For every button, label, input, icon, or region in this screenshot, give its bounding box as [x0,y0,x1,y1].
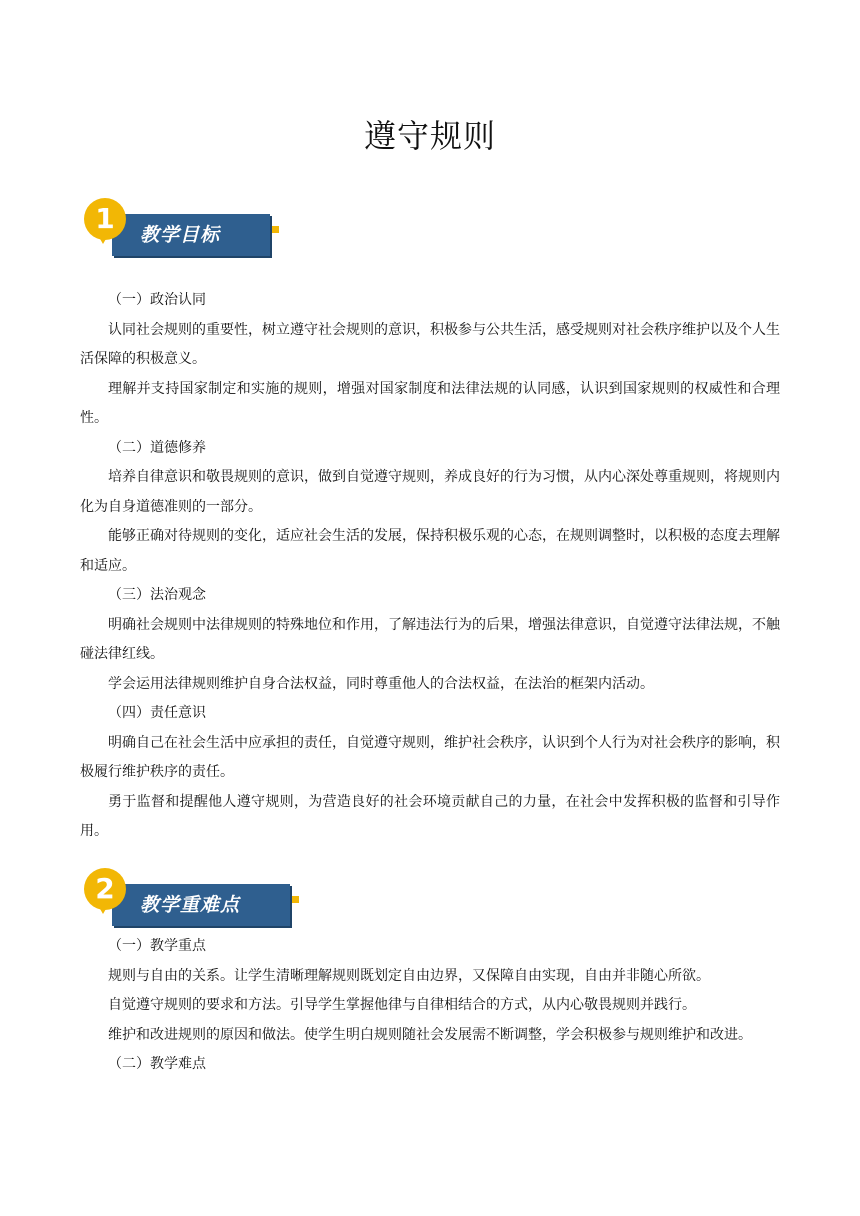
subheading-responsibility: （四）责任意识 [108,705,206,721]
paragraph: 认同社会规则的重要性，树立遵守社会规则的意识，积极参与公共生活，感受规则对社会秩序维护以及个人生活保障的积极意义。 [80,321,780,367]
page-title: 遵守规则 [363,117,496,155]
section-badge-teaching-goals [84,198,304,262]
paragraph: 理解并支持国家制定和实施的规则，增强对国家制度和法律法规的认同感，认识到国家规则的权威性和合理性。 [80,380,780,426]
badge-square [272,226,279,233]
subheading-rule-of-law: （三）法治观念 [108,587,206,603]
section-teaching-goals [80,286,780,847]
paragraph: 规则与自由的关系。让学生清晰理解规则既划定自由边界，又保障自由实现，自由并非随心所欲。 [108,967,710,984]
paragraph: 培养自律意识和敬畏规则的意识，做到自觉遵守规则，养成良好的行为习惯，从内心深处尊重规则，将规则内化为自身道德准则的一部分。 [80,469,780,515]
badge-label: 教学重难点 [140,894,241,916]
badge-number: 2 [95,872,115,905]
badge-accent [284,904,290,926]
paragraph: 能够正确对待规则的变化，适应社会生活的发展，保持积极乐观的心态，在规则调整时，以积极的态度去理解和适应。 [80,528,780,574]
paragraph: 自觉遵守规则的要求和方法。引导学生掌握他律与自律相结合的方式，从内心敬畏规则并践行。 [108,997,696,1013]
badge-label: 教学目标 [140,224,221,246]
section-badge-key-difficult-points [84,868,304,932]
badge-number: 1 [95,202,115,235]
paragraph: 勇于监督和提醒他人遵守规则，为营造良好的社会环境贡献自己的力量，在社会中发挥积极的监督和引导作用。 [80,793,780,839]
badge-square [292,896,299,903]
paragraph: 维护和改进规则的原因和做法。使学生明白规则随社会发展需不断调整，学会积极参与规则维护和改进。 [108,1026,752,1043]
paragraph: 明确自己在社会生活中应承担的责任，自觉遵守规则，维护社会秩序，认识到个人行为对社会秩序的影响，积极履行维护秩序的责任。 [80,734,780,780]
subheading-difficult-points: （二）教学难点 [108,1056,206,1072]
subheading-key-points: （一）教学重点 [108,938,206,954]
section-key-difficult-points [80,932,780,1080]
paragraph: 明确社会规则中法律规则的特殊地位和作用，了解违法行为的后果，增强法律意识，自觉遵守法律法规，不触碰法律红线。 [80,616,780,662]
paragraph: 学会运用法律规则维护自身合法权益，同时尊重他人的合法权益，在法治的框架内活动。 [108,675,654,692]
badge-accent [264,234,270,256]
subheading-political-identity: （一）政治认同 [108,292,206,308]
subheading-moral-cultivation: （二）道德修养 [108,439,206,456]
